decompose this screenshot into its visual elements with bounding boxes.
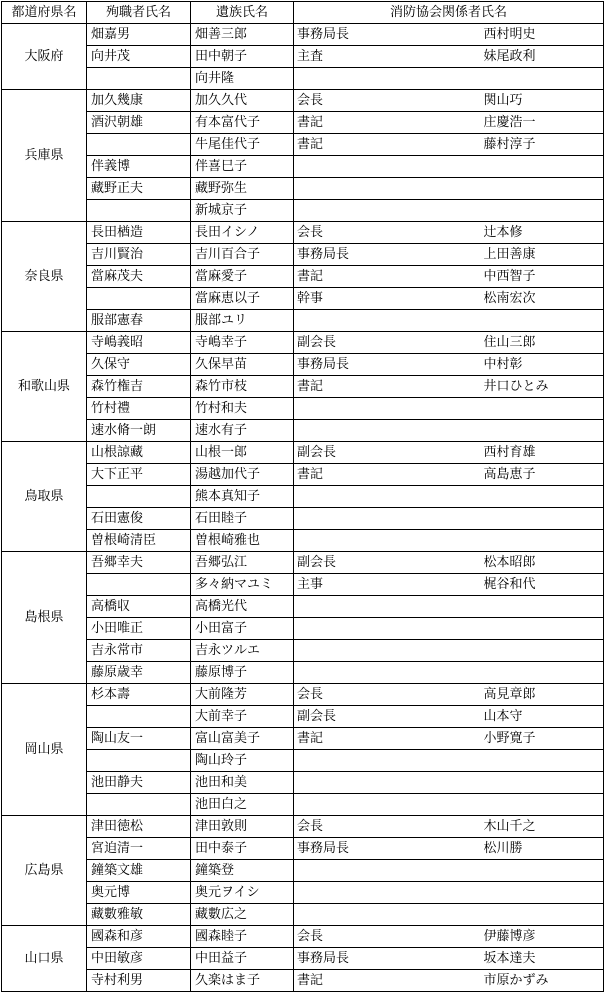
- family-name-cell: 當麻愛子: [191, 266, 294, 288]
- deceased-name-cell: 國森和彦: [87, 926, 191, 948]
- table-row: [2, 970, 604, 992]
- deceased-name-cell: 酒沢朝雄: [87, 112, 191, 134]
- association-name-cell: 辻本修: [484, 222, 604, 244]
- family-name-cell: 畑善三郎: [191, 24, 294, 46]
- table-row: [2, 860, 604, 882]
- family-name-cell: 藤原博子: [191, 662, 294, 684]
- table-row: [2, 442, 604, 464]
- table-row: [2, 178, 604, 200]
- prefecture-cell: 鳥取県: [2, 442, 87, 552]
- association-position-cell: 書記: [294, 970, 484, 992]
- association-position-cell: 会長: [294, 684, 484, 706]
- table-row: [2, 948, 604, 970]
- association-position-cell: 書記: [294, 376, 484, 398]
- deceased-name-cell: 吉永常市: [87, 640, 191, 662]
- family-name-cell: 吾郷弘江: [191, 552, 294, 574]
- association-position-cell: 主事: [294, 574, 484, 596]
- prefecture-cell: 岡山県: [2, 684, 87, 816]
- family-name-cell: 有本富代子: [191, 112, 294, 134]
- table-row: [2, 222, 604, 244]
- family-name-cell: 速水有子: [191, 420, 294, 442]
- association-name-cell: 坂本達夫: [484, 948, 604, 970]
- table-row: [2, 46, 604, 68]
- deceased-name-cell: [87, 134, 191, 156]
- association-position-cell: 副会長: [294, 706, 484, 728]
- deceased-name-cell: 陶山友一: [87, 728, 191, 750]
- deceased-name-cell: [87, 706, 191, 728]
- association-position-cell: 副会長: [294, 332, 484, 354]
- association-position-cell: 事務局長: [294, 24, 484, 46]
- deceased-name-cell: 森竹権吉: [87, 376, 191, 398]
- family-name-cell: 向井隆: [191, 68, 294, 90]
- table-row: [2, 662, 604, 684]
- family-name-cell: 田中泰子: [191, 838, 294, 860]
- deceased-name-cell: 藤原歳幸: [87, 662, 191, 684]
- association-position-cell: [294, 794, 484, 816]
- family-name-cell: 山根一郎: [191, 442, 294, 464]
- header-family: 遺族氏名: [191, 2, 294, 24]
- family-name-cell: 熊本真知子: [191, 486, 294, 508]
- deceased-name-cell: [87, 68, 191, 90]
- table-body: [2, 24, 604, 992]
- association-name-cell: 庄慶浩一: [484, 112, 604, 134]
- table-row: [2, 574, 604, 596]
- association-name-cell: 西村明史: [484, 24, 604, 46]
- association-name-cell: [484, 486, 604, 508]
- table-row: [2, 420, 604, 442]
- table-row: [2, 750, 604, 772]
- association-name-cell: [484, 794, 604, 816]
- family-name-cell: 大前幸子: [191, 706, 294, 728]
- family-name-cell: 曽根崎雅也: [191, 530, 294, 552]
- deceased-name-cell: 小田唯正: [87, 618, 191, 640]
- family-name-cell: 小田富子: [191, 618, 294, 640]
- association-position-cell: [294, 530, 484, 552]
- association-position-cell: [294, 904, 484, 926]
- table-row: [2, 68, 604, 90]
- table-row: [2, 288, 604, 310]
- family-name-cell: 國森睦子: [191, 926, 294, 948]
- association-name-cell: 松本昭郎: [484, 552, 604, 574]
- family-name-cell: 森竹市枝: [191, 376, 294, 398]
- deceased-name-cell: 吉川賢治: [87, 244, 191, 266]
- family-name-cell: 田中朝子: [191, 46, 294, 68]
- deceased-name-cell: 寺村利男: [87, 970, 191, 992]
- association-name-cell: [484, 618, 604, 640]
- association-position-cell: [294, 640, 484, 662]
- prefecture-cell: 山口県: [2, 926, 87, 992]
- family-name-cell: 中田益子: [191, 948, 294, 970]
- association-name-cell: 梶谷和代: [484, 574, 604, 596]
- table-row: [2, 266, 604, 288]
- association-name-cell: 木山千之: [484, 816, 604, 838]
- family-name-cell: 竹村和夫: [191, 398, 294, 420]
- association-name-cell: 住山三郎: [484, 332, 604, 354]
- family-name-cell: 奥元ヲイシ: [191, 882, 294, 904]
- association-position-cell: 事務局長: [294, 948, 484, 970]
- association-position-cell: [294, 750, 484, 772]
- table-row: [2, 156, 604, 178]
- association-position-cell: 副会長: [294, 442, 484, 464]
- family-name-cell: 加久久代: [191, 90, 294, 112]
- deceased-name-cell: 池田静夫: [87, 772, 191, 794]
- prefecture-cell: 大阪府: [2, 24, 87, 90]
- association-position-cell: 会長: [294, 222, 484, 244]
- table-row: [2, 882, 604, 904]
- family-name-cell: 藏野弥生: [191, 178, 294, 200]
- deceased-name-cell: 吾郷幸夫: [87, 552, 191, 574]
- table-row: [2, 706, 604, 728]
- family-name-cell: 新城京子: [191, 200, 294, 222]
- header-row: [2, 2, 604, 24]
- association-name-cell: [484, 882, 604, 904]
- association-name-cell: 松川勝: [484, 838, 604, 860]
- table-row: [2, 552, 604, 574]
- deceased-name-cell: 寺嶋義昭: [87, 332, 191, 354]
- deceased-name-cell: 鐘築文雄: [87, 860, 191, 882]
- association-position-cell: [294, 200, 484, 222]
- association-name-cell: [484, 596, 604, 618]
- deceased-name-cell: 藏數雅敏: [87, 904, 191, 926]
- family-name-cell: 吉永ツルエ: [191, 640, 294, 662]
- family-name-cell: 鐘築登: [191, 860, 294, 882]
- deceased-name-cell: 津田徳松: [87, 816, 191, 838]
- association-position-cell: 事務局長: [294, 354, 484, 376]
- association-position-cell: [294, 156, 484, 178]
- association-position-cell: 書記: [294, 134, 484, 156]
- prefecture-cell: 島根県: [2, 552, 87, 684]
- family-name-cell: 湯越加代子: [191, 464, 294, 486]
- table-row: [2, 398, 604, 420]
- association-position-cell: 事務局長: [294, 838, 484, 860]
- deceased-name-cell: 中田敏彦: [87, 948, 191, 970]
- association-name-cell: [484, 68, 604, 90]
- association-position-cell: 事務局長: [294, 244, 484, 266]
- deceased-name-cell: 曽根崎清臣: [87, 530, 191, 552]
- prefecture-cell: 兵庫県: [2, 90, 87, 222]
- table-row: [2, 904, 604, 926]
- association-name-cell: 中西智子: [484, 266, 604, 288]
- family-name-cell: 當麻恵以子: [191, 288, 294, 310]
- association-name-cell: 藤村淳子: [484, 134, 604, 156]
- association-name-cell: 伊藤博彦: [484, 926, 604, 948]
- association-position-cell: [294, 882, 484, 904]
- deceased-name-cell: 伴義博: [87, 156, 191, 178]
- table-row: [2, 112, 604, 134]
- association-name-cell: [484, 508, 604, 530]
- family-name-cell: 石田睦子: [191, 508, 294, 530]
- deceased-name-cell: 竹村禮: [87, 398, 191, 420]
- association-position-cell: [294, 618, 484, 640]
- table-row: [2, 354, 604, 376]
- table-row: [2, 596, 604, 618]
- deceased-name-cell: 高橋収: [87, 596, 191, 618]
- family-name-cell: 高橋光代: [191, 596, 294, 618]
- table-row: [2, 684, 604, 706]
- association-position-cell: [294, 772, 484, 794]
- association-name-cell: 小野寛子: [484, 728, 604, 750]
- deceased-name-cell: 向井茂: [87, 46, 191, 68]
- association-position-cell: 書記: [294, 464, 484, 486]
- deceased-name-cell: 加久幾康: [87, 90, 191, 112]
- deceased-name-cell: [87, 574, 191, 596]
- association-name-cell: [484, 200, 604, 222]
- prefecture-cell: 広島県: [2, 816, 87, 926]
- deceased-name-cell: 石田憲俊: [87, 508, 191, 530]
- association-position-cell: 副会長: [294, 552, 484, 574]
- association-name-cell: 高島恵子: [484, 464, 604, 486]
- association-name-cell: 中村彰: [484, 354, 604, 376]
- association-name-cell: 市原かずみ: [484, 970, 604, 992]
- deceased-name-cell: [87, 794, 191, 816]
- deceased-name-cell: [87, 200, 191, 222]
- table-row: [2, 24, 604, 46]
- table-row: [2, 794, 604, 816]
- deceased-name-cell: 山根諒藏: [87, 442, 191, 464]
- association-position-cell: 会長: [294, 926, 484, 948]
- family-name-cell: 伴喜巳子: [191, 156, 294, 178]
- association-position-cell: 会長: [294, 816, 484, 838]
- family-name-cell: 池田和美: [191, 772, 294, 794]
- family-name-cell: 藏數広之: [191, 904, 294, 926]
- table-row: [2, 90, 604, 112]
- table-row: [2, 530, 604, 552]
- prefecture-cell: 和歌山県: [2, 332, 87, 442]
- table-row: [2, 310, 604, 332]
- association-name-cell: [484, 662, 604, 684]
- association-name-cell: 松南宏次: [484, 288, 604, 310]
- table-row: [2, 926, 604, 948]
- association-position-cell: [294, 486, 484, 508]
- table-row: [2, 134, 604, 156]
- association-position-cell: 主査: [294, 46, 484, 68]
- association-name-cell: [484, 310, 604, 332]
- association-position-cell: [294, 178, 484, 200]
- table-row: [2, 618, 604, 640]
- deceased-name-cell: 杉本壽: [87, 684, 191, 706]
- association-name-cell: [484, 156, 604, 178]
- header-deceased: 殉職者氏名: [87, 2, 191, 24]
- association-name-cell: [484, 398, 604, 420]
- deceased-name-cell: 藏野正夫: [87, 178, 191, 200]
- family-name-cell: 服部ユリ: [191, 310, 294, 332]
- deceased-name-cell: 畑嘉男: [87, 24, 191, 46]
- family-name-cell: 牛尾佳代子: [191, 134, 294, 156]
- association-position-cell: [294, 662, 484, 684]
- table-row: [2, 244, 604, 266]
- association-name-cell: [484, 640, 604, 662]
- memorial-table: [1, 1, 604, 992]
- association-position-cell: [294, 420, 484, 442]
- family-name-cell: 長田イシノ: [191, 222, 294, 244]
- association-name-cell: 関山巧: [484, 90, 604, 112]
- family-name-cell: 寺嶋幸子: [191, 332, 294, 354]
- table-row: [2, 772, 604, 794]
- association-position-cell: [294, 860, 484, 882]
- table-row: [2, 332, 604, 354]
- header-prefecture: 都道府県名: [2, 2, 87, 24]
- family-name-cell: 大前隆芳: [191, 684, 294, 706]
- association-position-cell: 幹事: [294, 288, 484, 310]
- table-row: [2, 838, 604, 860]
- deceased-name-cell: [87, 486, 191, 508]
- association-name-cell: 山本守: [484, 706, 604, 728]
- table-row: [2, 508, 604, 530]
- deceased-name-cell: 大下正平: [87, 464, 191, 486]
- table-row: [2, 376, 604, 398]
- association-position-cell: 書記: [294, 112, 484, 134]
- association-name-cell: 井口ひとみ: [484, 376, 604, 398]
- prefecture-cell: 奈良県: [2, 222, 87, 332]
- association-name-cell: 高見章郎: [484, 684, 604, 706]
- deceased-name-cell: 奥元博: [87, 882, 191, 904]
- table-row: [2, 816, 604, 838]
- association-position-cell: [294, 596, 484, 618]
- association-position-cell: [294, 398, 484, 420]
- table-row: [2, 486, 604, 508]
- header-association: 消防協会関係者氏名: [294, 2, 604, 24]
- deceased-name-cell: 久保守: [87, 354, 191, 376]
- family-name-cell: 多々納マユミ: [191, 574, 294, 596]
- deceased-name-cell: 速水脩一朗: [87, 420, 191, 442]
- association-name-cell: [484, 750, 604, 772]
- deceased-name-cell: 服部憲春: [87, 310, 191, 332]
- association-name-cell: [484, 530, 604, 552]
- association-position-cell: 書記: [294, 266, 484, 288]
- deceased-name-cell: [87, 288, 191, 310]
- family-name-cell: 富山富美子: [191, 728, 294, 750]
- association-position-cell: [294, 508, 484, 530]
- deceased-name-cell: 長田楢造: [87, 222, 191, 244]
- family-name-cell: 池田白之: [191, 794, 294, 816]
- family-name-cell: 津田敦則: [191, 816, 294, 838]
- association-name-cell: [484, 420, 604, 442]
- table-row: [2, 640, 604, 662]
- table-row: [2, 728, 604, 750]
- association-name-cell: 西村育雄: [484, 442, 604, 464]
- family-name-cell: 陶山玲子: [191, 750, 294, 772]
- association-position-cell: 会長: [294, 90, 484, 112]
- association-name-cell: 上田善康: [484, 244, 604, 266]
- association-name-cell: [484, 904, 604, 926]
- deceased-name-cell: 宮迫清一: [87, 838, 191, 860]
- association-position-cell: [294, 68, 484, 90]
- family-name-cell: 久楽はま子: [191, 970, 294, 992]
- family-name-cell: 吉川百合子: [191, 244, 294, 266]
- association-position-cell: 書記: [294, 728, 484, 750]
- table-row: [2, 464, 604, 486]
- association-position-cell: [294, 310, 484, 332]
- association-name-cell: [484, 178, 604, 200]
- association-name-cell: [484, 772, 604, 794]
- deceased-name-cell: [87, 750, 191, 772]
- deceased-name-cell: 當麻茂夫: [87, 266, 191, 288]
- association-name-cell: 妹尾政利: [484, 46, 604, 68]
- family-name-cell: 久保早苗: [191, 354, 294, 376]
- table-row: [2, 200, 604, 222]
- association-name-cell: [484, 860, 604, 882]
